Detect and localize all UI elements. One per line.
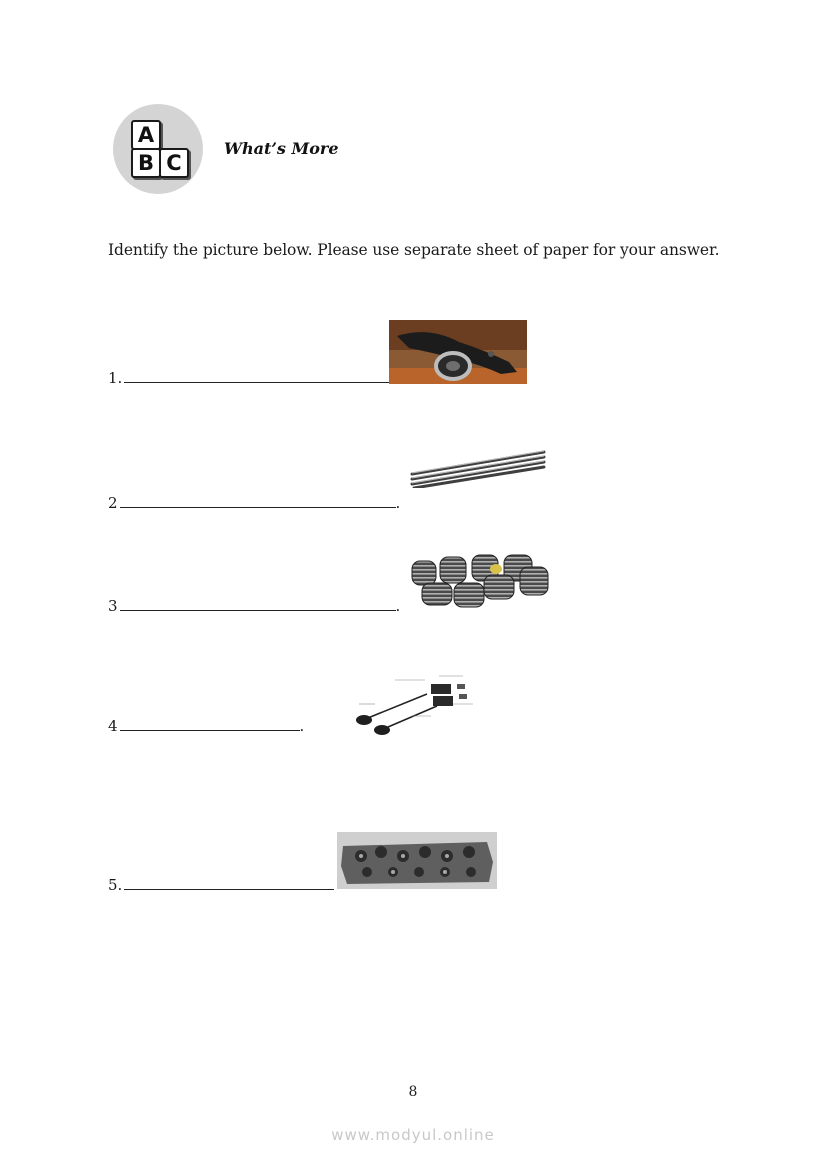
item-trailing: . — [395, 494, 401, 512]
answer-blank — [124, 876, 334, 890]
answer-blank — [124, 369, 389, 383]
item-number: 3 — [108, 597, 118, 615]
item-2 — [108, 494, 400, 512]
item-3 — [108, 597, 400, 615]
item-4 — [108, 717, 304, 735]
answer-blank — [120, 494, 396, 508]
answer-blank — [120, 717, 300, 731]
valve-assembly-diagram — [355, 674, 477, 736]
item-trailing: . — [395, 597, 401, 615]
valve-springs-image — [408, 553, 552, 613]
logo-block-c: C — [159, 148, 189, 178]
logo-block-b: B — [131, 148, 161, 178]
item-number: 1. — [108, 369, 123, 387]
instructions: Identify the picture below. Please use separate sheet of paper for your answer. — [108, 241, 720, 259]
item-5 — [108, 876, 334, 894]
push-rods-image — [408, 448, 548, 488]
logo-block-a: A — [131, 120, 161, 150]
item-number: 2 — [108, 494, 118, 512]
page-number: 8 — [408, 1084, 418, 1100]
rocker-arm-image — [389, 320, 527, 384]
section-title: What’s More — [224, 139, 339, 158]
watermark: www.modyul.online — [331, 1126, 495, 1144]
cylinder-head-image — [337, 832, 497, 889]
answer-blank — [120, 597, 396, 611]
item-number: 5. — [108, 876, 123, 894]
item-1 — [108, 369, 389, 387]
item-number: 4 — [108, 717, 118, 735]
item-trailing: . — [299, 717, 305, 735]
abc-logo — [113, 104, 203, 194]
